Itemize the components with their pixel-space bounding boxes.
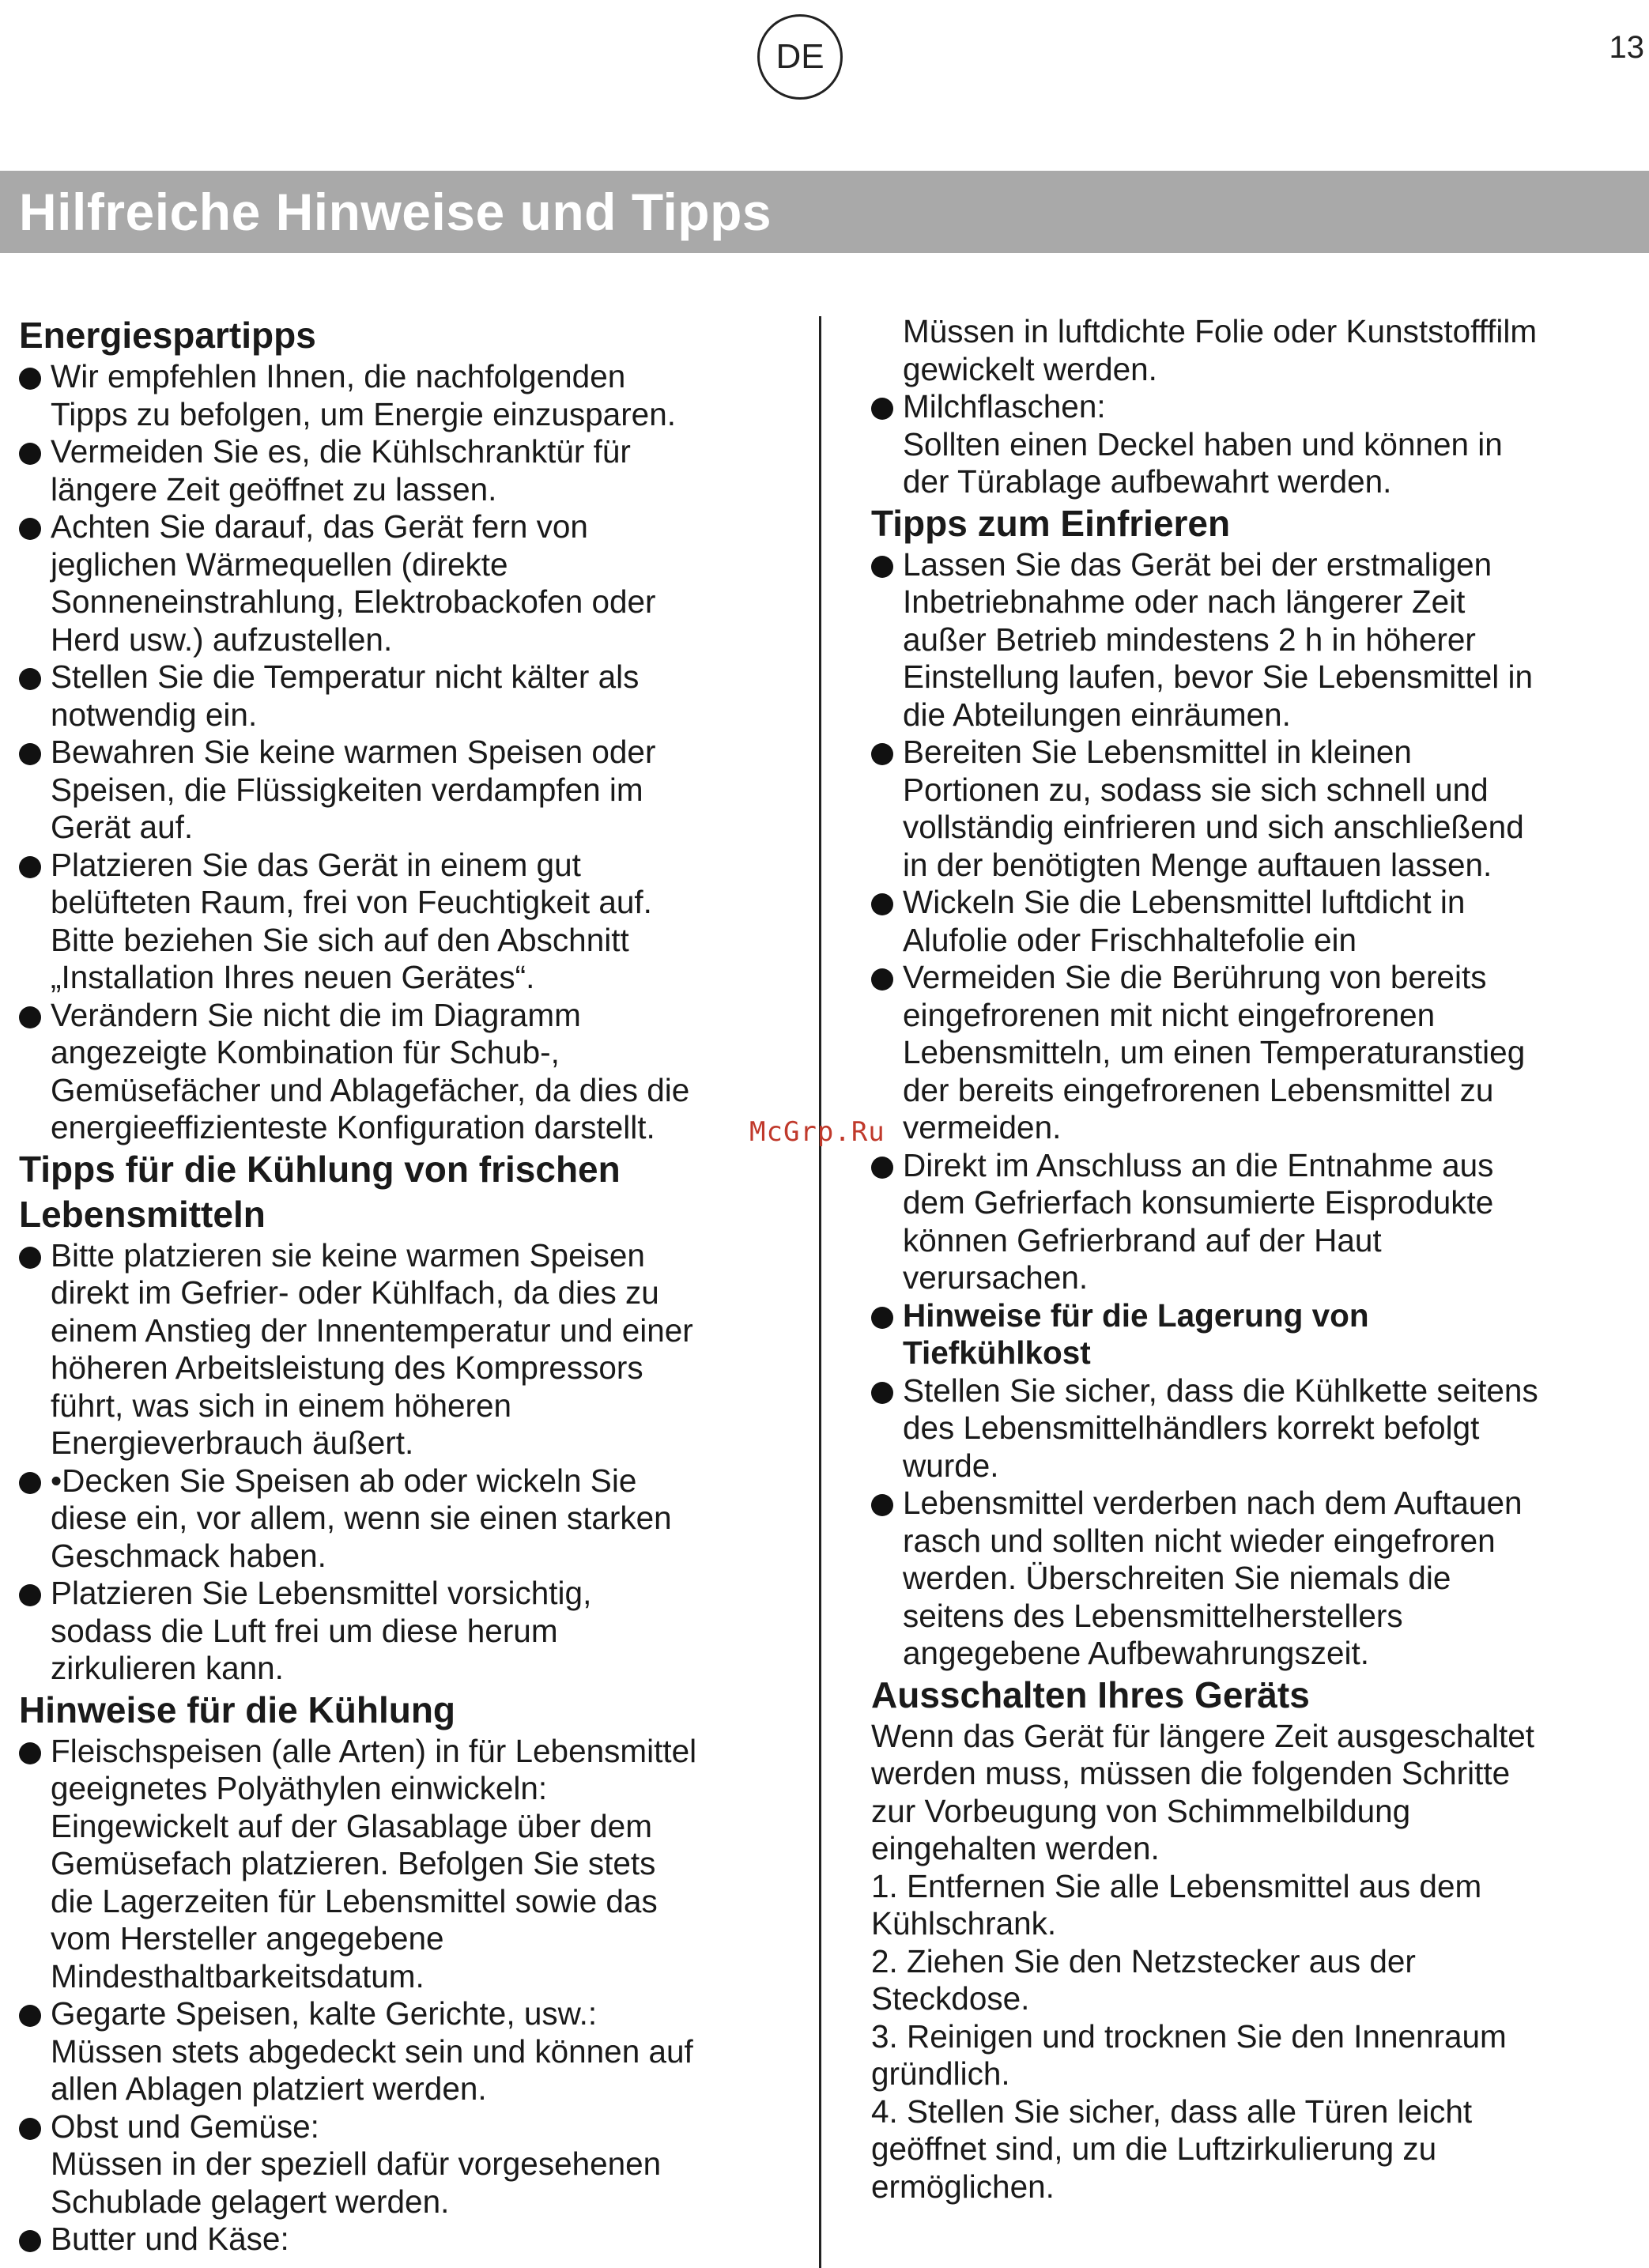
- text-line: Mindesthaltbarkeitsdatum.: [51, 1957, 425, 1994]
- list-item: [19, 1733, 770, 1996]
- list-item: [871, 959, 1606, 1147]
- bullet-list: [871, 313, 1606, 388]
- text-line: Vermeiden Sie die Berührung von bereits: [903, 959, 1487, 995]
- bullet-dot: [871, 1157, 893, 1179]
- section-heading: Ausschalten Ihres Geräts: [871, 1674, 1310, 1715]
- text-line: Platzieren Sie das Gerät in einem gut: [51, 846, 581, 883]
- text-line: Fleischspeisen (alle Arten) in für Lebensmittel: [51, 1732, 697, 1769]
- text-line: Butter und Käse:: [51, 2221, 289, 2257]
- bullet-dot: [871, 968, 893, 991]
- list-item: [19, 734, 770, 847]
- bullet-dot: [19, 1742, 41, 1764]
- text-line: Sollten einen Deckel haben und können in: [903, 425, 1503, 462]
- bullet-dot: [871, 1382, 893, 1404]
- text-line: rasch und sollten nicht wieder eingefroren: [903, 1522, 1496, 1559]
- text-line: in der benötigten Menge auftauen lassen.: [903, 846, 1492, 883]
- text-line: •Decken Sie Speisen ab oder wickeln Sie: [51, 1462, 637, 1499]
- section-fresh-food: [19, 1147, 770, 1688]
- steps-list: [871, 1868, 1606, 2206]
- list-item: [871, 1372, 1606, 1485]
- text-line: werden muss, müssen die folgenden Schritte: [871, 1755, 1511, 1791]
- bullet-dot: [19, 2118, 41, 2140]
- step-item: [871, 2018, 1606, 2093]
- text-line: 3. Reinigen und trocknen Sie den Innenraum: [871, 2017, 1507, 2055]
- text-line: Platzieren Sie Lebensmittel vorsichtig,: [51, 1575, 592, 1611]
- page-number: 13: [1609, 30, 1644, 65]
- text-line: der Türablage aufbewahrt werden.: [903, 463, 1392, 500]
- text-line: gewickelt werden.: [903, 350, 1157, 387]
- text-line: Alufolie oder Frischhaltefolie ein: [903, 921, 1357, 958]
- bullet-list: [871, 1372, 1606, 1673]
- list-item: [871, 388, 1606, 501]
- text-line: geöffnet sind, um die Luftzirkulierung zu: [871, 2130, 1437, 2167]
- text-line: Tiefkühlkost: [903, 1334, 1091, 1371]
- bullet-dot: [19, 2230, 41, 2252]
- text-line: die Lagerzeiten für Lebensmittel sowie das: [51, 1882, 658, 1919]
- text-line: Energieverbrauch äußert.: [51, 1425, 414, 1461]
- text-line: werden. Überschreiten Sie niemals die: [903, 1560, 1451, 1596]
- text-line: vermeiden.: [903, 1109, 1062, 1145]
- text-line: Lebensmitteln, um einen Temperaturanstieg: [903, 1034, 1526, 1070]
- text-line: Wenn das Gerät für längere Zeit ausgeschaltet: [871, 1717, 1534, 1754]
- text-line: Stellen Sie sicher, dass die Kühlkette seitens: [903, 1372, 1538, 1409]
- bullet-list: [871, 546, 1606, 1297]
- text-line: Verändern Sie nicht die im Diagramm: [51, 996, 581, 1033]
- text-line: „Installation Ihres neuen Gerätes“.: [51, 959, 535, 995]
- text-line: vom Hersteller angegebene: [51, 1920, 444, 1957]
- text-line: Gemüsefach platzieren. Befolgen Sie stets: [51, 1845, 656, 1881]
- text-line: Eingewickelt auf der Glasablage über dem: [51, 1807, 652, 1844]
- list-item: [871, 546, 1606, 734]
- section-freezing: [871, 501, 1606, 1673]
- text-line: direkt im Gefrier- oder Kühlfach, da dies zu: [51, 1274, 659, 1311]
- bullet-list: [19, 358, 770, 1147]
- list-item: [19, 847, 770, 997]
- text-line: Kühlschrank.: [871, 1905, 1057, 1942]
- title-bar: [0, 171, 1649, 253]
- text-line: Bitte platzieren sie keine warmen Speisen: [51, 1236, 645, 1274]
- step-item: [871, 1943, 1606, 2018]
- list-item: [19, 1237, 770, 1462]
- text-line: Lebensmittel verderben nach dem Auftauen: [903, 1485, 1523, 1521]
- text-line: Bitte beziehen Sie sich auf den Abschnitt: [51, 921, 629, 958]
- text-line: führt, was sich in einem höheren: [51, 1387, 512, 1424]
- page-title: Hilfreiche Hinweise und Tipps: [19, 183, 772, 241]
- section-cooling: [19, 1688, 770, 2259]
- left-column: [19, 313, 770, 2259]
- text-line: Stellen Sie die Temperatur nicht kälter als: [51, 659, 640, 695]
- text-line: Vermeiden Sie es, die Kühlschranktür für: [51, 433, 631, 470]
- text-line: angezeigte Kombination für Schub-,: [51, 1034, 560, 1070]
- section-heading: [19, 1147, 770, 1237]
- intro-paragraph: [871, 1718, 1606, 1868]
- text-line: Speisen, die Flüssigkeiten verdampfen im: [51, 771, 643, 808]
- text-line: Wir empfehlen Ihnen, die nachfolgenden: [51, 358, 626, 394]
- text-line: Gerät auf.: [51, 809, 194, 845]
- list-item: [19, 1995, 770, 2108]
- text-line: Milchflaschen:: [903, 388, 1106, 425]
- text-line: Müssen stets abgedeckt sein und können auf: [51, 2032, 693, 2070]
- text-line: Schublade gelagert werden.: [51, 2183, 450, 2220]
- list-item: [19, 1575, 770, 1688]
- text-line: geeignetes Polyäthylen einwickeln:: [51, 1770, 548, 1806]
- step-item: [871, 1868, 1606, 1943]
- text-line: Gemüsefächer und Ablagefächer, da dies die: [51, 1071, 690, 1108]
- text-line: allen Ablagen platziert werden.: [51, 2070, 487, 2107]
- text-line: Müssen in luftdichte Folie oder Kunststofffilm: [903, 313, 1538, 349]
- text-line: 1. Entfernen Sie alle Lebensmittel aus dem: [871, 1867, 1482, 1904]
- text-line: sodass die Luft frei um diese herum: [51, 1612, 558, 1649]
- text-line: 2. Ziehen Sie den Netzstecker aus der: [871, 1942, 1416, 1979]
- bullet-dot: [871, 398, 893, 420]
- list-item: [871, 1297, 1606, 1372]
- text-line: gründlich.: [871, 2055, 1010, 2092]
- list-item: [19, 433, 770, 508]
- text-line: vollständig einfrieren und sich anschließend: [903, 809, 1524, 845]
- text-line: können Gefrierbrand auf der Haut: [903, 1221, 1382, 1259]
- text-line: Geschmack haben.: [51, 1537, 326, 1574]
- list-item: [871, 1147, 1606, 1297]
- list-item: [871, 1485, 1606, 1673]
- text-line: 4. Stellen Sie sicher, dass alle Türen leicht: [871, 2093, 1473, 2130]
- text-line: Direkt im Anschluss an die Entnahme aus: [903, 1146, 1494, 1183]
- text-line: Inbetriebnahme oder nach längerer Zeit: [903, 583, 1466, 620]
- text-line: wurde.: [903, 1447, 999, 1484]
- column-divider: [819, 316, 821, 2268]
- text-line: einem Anstieg der Innentemperatur und einer: [51, 1311, 693, 1349]
- bullet-dot: [19, 1247, 41, 1269]
- text-line: Sonneneinstrahlung, Elektrobackofen oder: [51, 583, 656, 620]
- bullet-dot: [19, 2005, 41, 2027]
- right-column: [871, 313, 1606, 2206]
- list-item: [19, 659, 770, 734]
- text-line: verursachen.: [903, 1259, 1089, 1296]
- section-heading: Energiespartipps: [19, 315, 316, 356]
- text-line: Bereiten Sie Lebensmittel in kleinen: [903, 734, 1412, 770]
- text-line: belüfteten Raum, frei von Feuchtigkeit auf.: [51, 884, 652, 920]
- watermark: McGrp.Ru: [749, 1116, 885, 1148]
- text-line: längere Zeit geöffnet zu lassen.: [51, 470, 497, 508]
- bullet-dot: [19, 668, 41, 690]
- text-line: Obst und Gemüse:: [51, 2108, 319, 2145]
- text-line: eingefrorenen mit nicht eingefrorenen: [903, 996, 1436, 1033]
- text-line: Herd usw.) aufzustellen.: [51, 621, 393, 658]
- list-item: [19, 358, 770, 433]
- text-line: zirkulieren kann.: [51, 1650, 284, 1686]
- bullet-list: [19, 1733, 770, 2259]
- text-line: jeglichen Wärmequellen (direkte: [51, 545, 508, 583]
- bullet-list: [19, 1237, 770, 1688]
- text-line: Bewahren Sie keine warmen Speisen oder: [51, 734, 656, 770]
- text-line: dem Gefrierfach konsumierte Eisprodukte: [903, 1184, 1494, 1221]
- text-line: energieeffizienteste Konfiguration darstellt.: [51, 1109, 655, 1145]
- text-line: höheren Arbeitsleistung des Kompressors: [51, 1349, 643, 1386]
- section-heading: Hinweise für die Kühlung: [19, 1689, 456, 1730]
- text-line: notwendig ein.: [51, 696, 258, 733]
- list-item: [871, 884, 1606, 959]
- text-line: die Abteilungen einräumen.: [903, 696, 1291, 733]
- text-line: der bereits eingefrorenen Lebensmittel zu: [903, 1071, 1494, 1108]
- bullet-list: [871, 388, 1606, 501]
- text-line: eingehalten werden.: [871, 1830, 1160, 1866]
- bullet-dot: [19, 743, 41, 765]
- list-item: [19, 2221, 770, 2259]
- bullet-list-bold: [871, 1297, 1606, 1372]
- text-line: Steckdose.: [871, 1980, 1030, 2017]
- list-item: [19, 508, 770, 659]
- section-energy: [19, 313, 770, 1147]
- list-item: [19, 2108, 770, 2221]
- list-item: [19, 1462, 770, 1576]
- section-heading: Tipps zum Einfrieren: [871, 502, 1231, 544]
- bullet-dot: [19, 1584, 41, 1606]
- text-line: Portionen zu, sodass sie sich schnell und: [903, 771, 1489, 808]
- text-line: angegebene Aufbewahrungszeit.: [903, 1635, 1369, 1671]
- text-line: Tipps zu befolgen, um Energie einzusparen.: [51, 395, 676, 432]
- bullet-dot: [871, 556, 893, 578]
- bullet-dot: [871, 893, 893, 915]
- text-line: Müssen in der speziell dafür vorgesehenen: [51, 2145, 662, 2182]
- bullet-dot: [871, 1494, 893, 1516]
- text-line: seitens des Lebensmittelherstellers: [903, 1597, 1403, 1634]
- text-line: zur Vorbeugung von Schimmelbildung: [871, 1792, 1411, 1829]
- text-line: Wickeln Sie die Lebensmittel luftdicht in: [903, 884, 1466, 920]
- list-item: [871, 734, 1606, 884]
- bullet-dot: [19, 1472, 41, 1494]
- text-line: Lassen Sie das Gerät bei der erstmaligen: [903, 545, 1492, 583]
- bullet-dot: [19, 368, 41, 390]
- bullet-dot: [871, 1307, 893, 1329]
- section-shutdown: [871, 1673, 1606, 2206]
- text-line: Hinweise für die Lagerung von: [903, 1296, 1369, 1334]
- bullet-dot: [871, 743, 893, 765]
- bullet-dot: [19, 856, 41, 878]
- bullet-dot: [19, 443, 41, 465]
- list-item: [19, 997, 770, 1147]
- text-line: Achten Sie darauf, das Gerät fern von: [51, 508, 588, 545]
- text-line: diese ein, vor allem, wenn sie einen starken: [51, 1500, 672, 1536]
- text-line: ermöglichen.: [871, 2168, 1055, 2205]
- heading-line: Tipps für die Kühlung von frischen: [19, 1148, 621, 1190]
- step-item: [871, 2093, 1606, 2206]
- text-line: Einstellung laufen, bevor Sie Lebensmittel in: [903, 659, 1533, 695]
- heading-line: Lebensmitteln: [19, 1193, 266, 1235]
- bullet-dot: [19, 1006, 41, 1028]
- text-line: des Lebensmittelhändlers korrekt befolgt: [903, 1409, 1480, 1446]
- list-item-continued: [871, 313, 1606, 388]
- language-badge: DE: [757, 14, 843, 100]
- bullet-dot: [19, 518, 41, 540]
- text-line: außer Betrieb mindestens 2 h in höherer: [903, 621, 1476, 658]
- text-line: Gegarte Speisen, kalte Gerichte, usw.:: [51, 1995, 598, 2032]
